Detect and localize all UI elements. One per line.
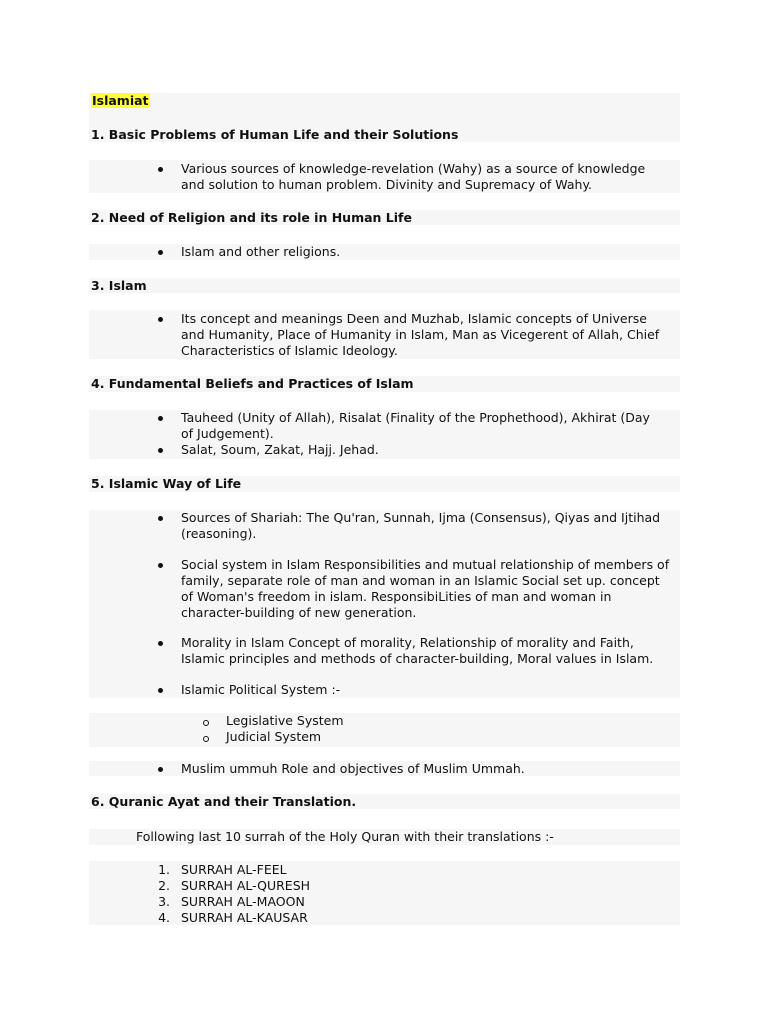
numbered-item: SURRAH AL-FEEL [181, 862, 287, 877]
numbered-item: SURRAH AL-MAOON [181, 894, 305, 909]
bullet-text: Various sources of knowledge-revelation (Wahy) as a source of knowledge [181, 161, 646, 176]
list-number: 1. [158, 862, 170, 877]
bullet-text: and Humanity, Place of Humanity in Islam, Man as Vicegerent of Allah, Chief [181, 327, 660, 342]
bullet-text: Islam and other religions. [181, 244, 341, 259]
numbered-item: SURRAH AL-QURESH [181, 878, 311, 893]
bullet-text: Its concept and meanings Deen and Muzhab, Islamic concepts of Universe [181, 311, 647, 326]
bullet-dot [158, 641, 163, 646]
background-band [89, 861, 680, 925]
bullet-dot [158, 688, 163, 693]
sub-bullet-circle [203, 736, 209, 742]
sub-bullet-text: Judicial System [226, 729, 322, 744]
bullet-text: (reasoning). [181, 526, 257, 541]
bullet-dot [158, 317, 163, 322]
section-heading: 5. Islamic Way of Life [91, 476, 242, 491]
bullet-text: and solution to human problem. Divinity and Supremacy of Wahy. [181, 177, 593, 192]
bullet-text: Islamic principles and methods of character-building, Moral values in Islam. [181, 651, 654, 666]
bullet-dot [158, 416, 163, 421]
bullet-text: Morality in Islam Concept of morality, Relationship of morality and Faith, [181, 635, 634, 650]
background-band [89, 278, 680, 293]
bullet-text: Tauheed (Unity of Allah), Risalat (Finality of the Prophethood), Akhirat (Day [181, 410, 650, 425]
list-number: 2. [158, 878, 170, 893]
bullet-text: Characteristics of Islamic Ideology. [181, 343, 398, 358]
bullet-dot [158, 448, 163, 453]
bullet-text: of Judgement). [181, 426, 274, 441]
title-highlight: Islamiat [92, 93, 149, 108]
list-number: 4. [158, 910, 170, 925]
bullet-text: Islamic Political System :- [181, 682, 341, 697]
list-number: 3. [158, 894, 170, 909]
section-intro: Following last 10 surrah of the Holy Quran with their translations :- [136, 829, 554, 844]
bullet-text: character-building of new generation. [181, 605, 417, 620]
bullet-dot [158, 516, 163, 521]
bullet-text: Social system in Islam Responsibilities and mutual relationship of members of [181, 557, 670, 572]
bullet-dot [158, 767, 163, 772]
section-heading: 6. Quranic Ayat and their Translation. [91, 794, 357, 809]
bullet-dot [158, 563, 163, 568]
section-heading: 1. Basic Problems of Human Life and their Solutions [91, 127, 459, 142]
sub-bullet-text: Legislative System [226, 713, 344, 728]
document-title [91, 93, 150, 109]
sub-bullet-circle [203, 720, 209, 726]
bullet-dot [158, 250, 163, 255]
bullet-text: Muslim ummuh Role and objectives of Muslim Ummah. [181, 761, 525, 776]
bullet-text: of Woman's freedom in islam. ResponsibiLities of man and woman in [181, 589, 612, 604]
bullet-text: Sources of Shariah: The Qu'ran, Sunnah, Ijma (Consensus), Qiyas and Ijtihad [181, 510, 661, 525]
bullet-text: family, separate role of man and woman in an Islamic Social set up. concept [181, 573, 660, 588]
section-heading: 2. Need of Religion and its role in Human Life [91, 210, 412, 225]
bullet-text: Salat, Soum, Zakat, Hajj. Jehad. [181, 442, 379, 457]
bullet-dot [158, 167, 163, 172]
background-band [89, 713, 680, 747]
section-heading: 4. Fundamental Beliefs and Practices of Islam [91, 376, 414, 391]
numbered-item: SURRAH AL-KAUSAR [181, 910, 308, 925]
background-band [89, 244, 680, 260]
section-heading: 3. Islam [91, 278, 147, 293]
